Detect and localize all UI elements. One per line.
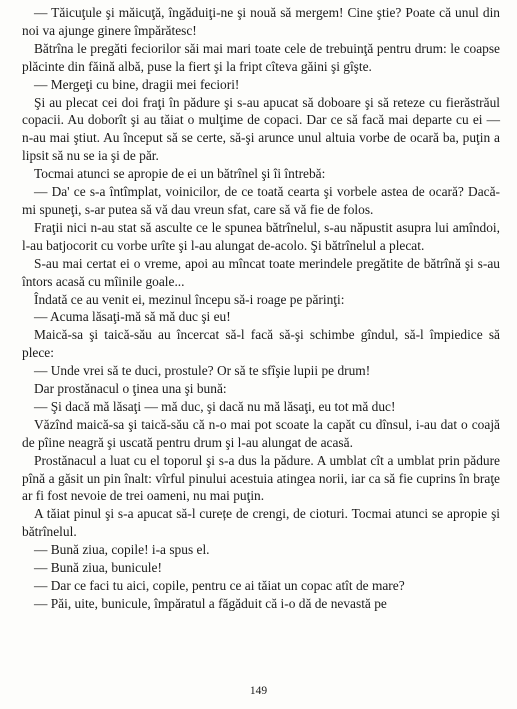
paragraph: S-au mai certat ei o vreme, apoi au mîncat toate merindele pregătite de bătrînă şi s-au întors acasă cu mîinile goale... bbox=[22, 255, 500, 289]
paragraph: — Şi dacă mă lăsaţi — mă duc, şi dacă nu mă lăsaţi, eu tot mă duc! bbox=[34, 398, 396, 414]
paragraph: — Acuma lăsaţi-mă să mă duc şi eu! bbox=[34, 309, 231, 325]
paragraph: Văzînd maică-sa şi taică-său că n-o mai pot scoate la capăt cu dînsul, i-au dat o coajă de pîine neagră şi uscată pentru drum şi l-au alungat de acasă. bbox=[22, 416, 500, 450]
paragraph: — Bună ziua, bunicule! bbox=[34, 560, 162, 576]
paragraph: A tăiat pinul şi s-a apucat să-l curețe de crengi, de cioturi. Tocmai atunci se apropie şi bătrînelul. bbox=[22, 506, 500, 540]
page-number: 149 bbox=[249, 685, 268, 697]
paragraph: Dar prostănacul o ţinea una şi bună: bbox=[34, 381, 227, 397]
paragraph: Bătrîna le pregăti feciorilor săi mai mari toate cele de trebuinţă pentru drum: le coapse plăcinte din făină albă, puse la fiert şi la fript cîteva găini şi gîşte. bbox=[22, 40, 500, 74]
paragraph: Îndată ce au venit ei, mezinul începu să-i roage pe părinţi: bbox=[34, 291, 345, 307]
paragraph: — Păi, uite, bunicule, împăratul a făgăduit că i-o dă de nevastă pe bbox=[34, 595, 387, 611]
paragraph: Prostănacul a luat cu el toporul şi s-a dus la pădure. A umblat cît a umblat prin pădure pînă a găsit un pin înalt: vîrful pinului acestuia atingea norii, iar ca să fie cuprins în braţe ar fi fost nevoie de trei oameni, nu mai puţin. bbox=[22, 452, 500, 504]
paragraph: — Dar ce faci tu aici, copile, pentru ce ai tăiat un copac atît de mare? bbox=[34, 578, 405, 593]
paragraph: — Mergeţi cu bine, dragii mei feciori! bbox=[34, 76, 240, 92]
paragraph: Tocmai atunci se apropie de ei un bătrînel şi îi întrebă: bbox=[34, 166, 326, 182]
paragraph: Maică-sa şi taică-său au încercat să-l facă să-şi schimbe gîndul, să-l împiedice să plece: bbox=[22, 327, 500, 361]
paragraph: — Tăicuţule şi măicuţă, îngăduiţi-ne şi nouă să mergem! Cine ştie? Poate că unul din noi va ajunge ginere împărătesc! bbox=[22, 5, 500, 38]
paragraph: — Bună ziua, copile! i-a spus el. bbox=[34, 542, 210, 558]
paragraph: Fraţii nici n-au stat să asculte ce le spunea bătrînelul, s-au năpustit asupra lui amîndoi, l-au batjocorit cu vorbe urîte şi l-au alungat de-acolo. Şi bătrînelul a plecat. bbox=[22, 219, 500, 253]
paragraph: — Da' ce s-a întîmplat, voinicilor, de ce toată cearta şi vorbele astea de ocară? Dacă-mi spuneţi, s-ar putea să vă dau vreun sfat, care să vă fie de folos. bbox=[22, 184, 500, 217]
page-body-text bbox=[22, 4, 500, 613]
paragraph: — Unde vrei să te duci, prostule? Or să te sfîşie lupii pe drum! bbox=[34, 363, 371, 379]
paragraph: Şi au plecat cei doi fraţi în pădure şi s-au apucat să doboare şi să reteze cu fierăstrăul copacii. Au doborît şi au tăiat o mulţime de copaci. Dar ce să facă mai departe cu ei — n-au mai ştiut. Au început să se certe, să-şi arunce unul altuia vorbe de ocară ba, puţin a lipsit să nu se ia şi de păr. bbox=[22, 94, 500, 164]
